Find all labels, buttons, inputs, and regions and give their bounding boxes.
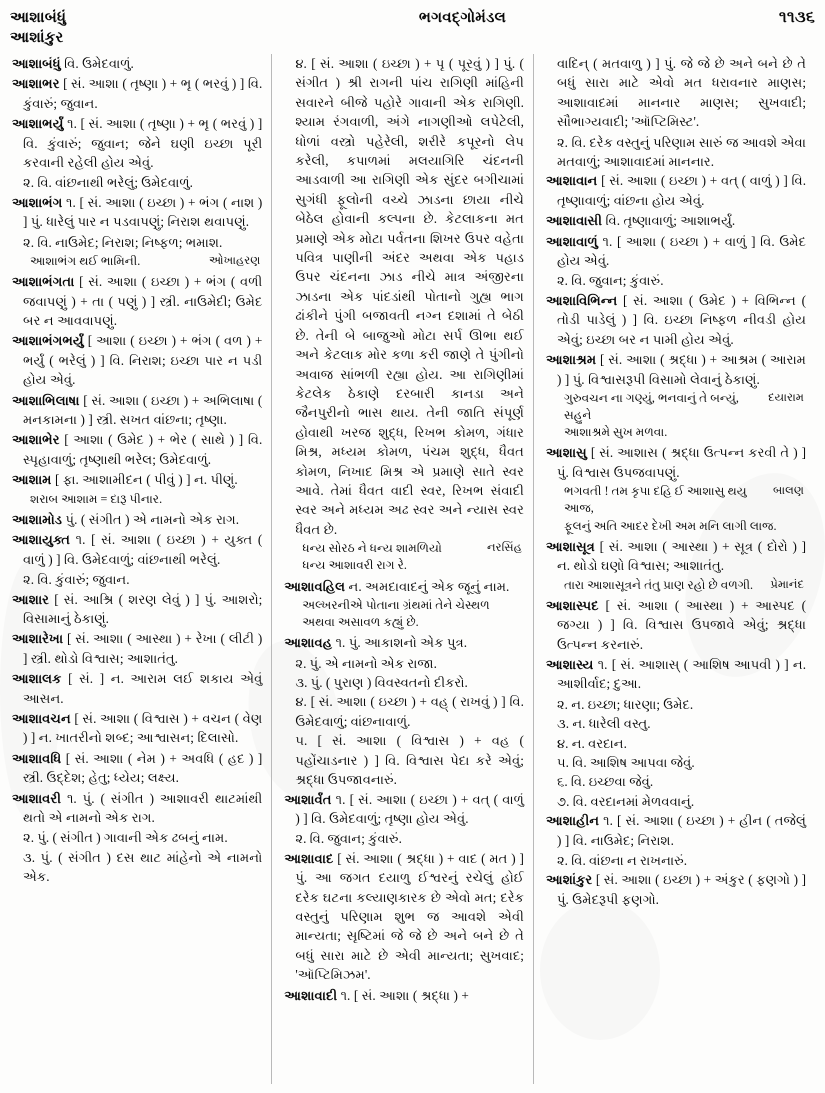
entry-headword: આશાવાદ <box>284 850 334 866</box>
entry-headword: આશાવચન <box>12 710 71 726</box>
entry-definition: ન. અમદાવાદનું એક જૂનું નામ. <box>345 578 510 594</box>
book-title: ભગવદ્ગોમંડલ <box>418 10 507 26</box>
entry-sense: ૨. વિ. વાંછનાથી ભરેલું; ઉમેદવાળું. <box>23 175 193 191</box>
entry-headword: આશાંકુર <box>545 872 593 888</box>
entry-definition: ૧. [ સં. આશા ( ઇચ્છા ) + હીન ( તજેલું ) ] વિ. નાઉમેદ; નિરાશ. <box>556 813 806 848</box>
entry-headword: આશાવહ <box>284 635 333 651</box>
entry-sense: ૨. વિ. નાઉમેદ; નિરાશ; નિષ્ફળ; ભમાશ. <box>23 234 223 250</box>
citation-attribution: નરસિંહ <box>487 541 522 555</box>
entry-definition: [ સં. ] ન. આરામ લઈ શકાય એવું આસન. <box>23 671 263 706</box>
entry-definition: પું. ( સંગીત ) એ નામનો એક રાગ. <box>62 511 240 527</box>
entry-definition: [ સં. આશા ( ઇચ્છા ) + ભંગ ( વળી જવાપણું ) + તા ( પણું ) ] સ્ત્રી. નાઉમેદી; ઉમેદ બર ન આવવાપણું. <box>23 274 263 329</box>
dictionary-entry <box>12 430 262 469</box>
entry-definition: ૧. પું. આકાશનો એક પુત્ર. <box>332 635 467 651</box>
entry-headword: આશાવિભિન્ન <box>545 292 618 308</box>
entry-sense: ૨. વિ. કુંવારું; જુવાન. <box>23 572 130 588</box>
citation-line: તારા આશાસૂત્રને તંતુ પ્રાણ રહો છે વળગી. <box>563 577 754 592</box>
entry-headword: આશાવાદી <box>284 987 338 1003</box>
column-container <box>10 54 815 1084</box>
dictionary-entry <box>12 749 262 788</box>
citation-line: શરાબ આશામ = દારૂ પીનાર. <box>30 491 163 506</box>
dictionary-entry <box>12 510 262 529</box>
dictionary-entry <box>12 669 262 708</box>
entry-sense: ૨. વિ. દરેક વસ્તુનું પરિણામ સારું જ આવશે એવા મતવાળું; આશાવાદમાં માનનાર. <box>556 134 806 170</box>
entry-headword: આશાશ્રમ <box>545 352 597 368</box>
entry-headword: આશાવરી <box>12 790 61 806</box>
entry-headword: આશાસ્ય <box>545 656 594 672</box>
dictionary-entry <box>12 54 262 73</box>
entry-headword: આશાહીન <box>545 813 600 829</box>
dictionary-entry <box>284 986 524 1005</box>
entry-headword: આશાભિલાષા <box>12 392 80 408</box>
column-2 <box>271 54 533 1084</box>
entry-definition: ૧. [ સં. આશા ( તૃષ્ણા ) + ભૃ ( ભરવું ) ] વિ. કુંવારું; જુવાન; જેને ઘણી ઇચ્છા પૂરી કરવાની રહેલી હોય એવું. <box>23 116 263 171</box>
entry-definition: [ સં. આશા ( નેમ ) + અવધિ ( હદ ) ] સ્ત્રી. ઉદ્દેશ; હેતુ; ધ્યેય; લક્ષ્ય. <box>23 750 263 786</box>
entry-definition: [ સં. આશા ( ઇચ્છા ) + અભિલાષા ( મનકામના ) ] સ્ત્રી. સખત વાંછના; તૃષ્ણા. <box>23 392 263 428</box>
dictionary-entry <box>12 709 262 748</box>
dictionary-entry <box>546 596 806 654</box>
entry-headword: આશામોડ <box>12 511 63 527</box>
entry-headword: આશાવાન <box>545 173 598 189</box>
entry-headword: આશાર્વંત <box>284 791 332 807</box>
citation-quote <box>284 597 524 631</box>
dictionary-entry <box>546 232 806 271</box>
entry-definition: [ આશા ( ઇચ્છા ) + ભંગ ( વળ ) + ભર્યું ( ભરેલું ) ] વિ. નિરાશ; ઇચ્છા પાર ન પડી હોય એવું. <box>23 333 263 388</box>
dictionary-entry <box>12 470 262 489</box>
dictionary-entry <box>12 530 262 569</box>
entry-sense: ૩. ન. ધારેલી વસ્તુ. <box>556 716 651 732</box>
dictionary-entry <box>546 350 806 389</box>
entry-headword: આશાર <box>12 591 49 607</box>
entry-definition: [ સં. આશા ( શ્રદ્ધા ) + વાદ ( મત ) ] પું. આ જગત દયાળુ ઈશ્વરનું રચેલું હોઈ દરેક ઘટના કલ્યાણકારક છે એવો મત; દરેક વસ્તુનું પરિણામ શુભ જ આવશે એવી માન્યતા; સૃષ્ટિમાં જે જે છે અને બને છે તે બધું સારા માટે છે એવી માન્યતા; સુખવાદ; 'ઑપ્ટિમિઝમ'. <box>295 850 524 983</box>
citation-quote <box>284 540 524 574</box>
entry-sense: ૭. વિ. વરદાનમાં મેળવવાનું. <box>556 793 695 809</box>
entry-sense: ૨. વિ. જુવાન; કુંવારું. <box>295 831 402 847</box>
entry-sense: ૨. વિ. વાંછના ન રાખનારું. <box>556 853 688 869</box>
running-head-left <box>10 8 160 49</box>
entry-headword: આશાવહિલ <box>284 578 346 594</box>
dictionary-entry <box>284 849 524 985</box>
citation-line: આશાશ્રમે સુખ મળવા. <box>563 425 668 440</box>
citation-line: અલ્ખરનીએ પોતાના ગ્રંથમાં તેને ચેસ્થળ અથવા અસાવળ કહ્યું છે. <box>302 597 490 630</box>
dictionary-entry <box>12 272 262 330</box>
entry-definition: [ સં. આશા ( ઇચ્છા ) + અંકુર ( ફણગો ) ] પું. ઉમેદરૂપી ફણગો. <box>556 872 806 907</box>
entry-headword: આશાભંગભર્યું <box>12 333 84 349</box>
dictionary-entry <box>12 789 262 828</box>
page-number: ૧૧૩૬ <box>778 9 815 26</box>
entry-definition: ૧. [ સં. આશાસ્ ( આશિષ આપવી ) ] ન. આશીર્વાદ; દુઆ. <box>556 656 806 692</box>
entry-sense: ૨. પું. એ નામનો એક રાજા. <box>295 655 437 671</box>
dictionary-entry <box>12 74 262 113</box>
dictionary-entry <box>12 331 262 389</box>
dictionary-entry <box>546 211 806 230</box>
citation-line: ફૂલનું અતિ આદર દેખી અમ મનિ લાગી લાજ. <box>563 518 777 533</box>
entry-definition: [ ફા. આશામીદન ( પીવું ) ] ન. પીણું. <box>51 472 238 488</box>
entry-headword: આશાયુક્ત <box>12 532 71 548</box>
dictionary-entry <box>12 629 262 668</box>
dictionary-entry <box>12 193 262 232</box>
entry-sense: ૬. વિ. ઇચ્છવા જેવું. <box>556 774 654 790</box>
entry-headword: આશામ <box>12 472 52 488</box>
dictionary-entry <box>284 633 524 652</box>
entry-definition: ૧. [ સં. આશા ( ઇચ્છા ) + વત્ ( વાળું ) ] વિ. ઉમેદવાળું; તૃષ્ણા હોય એવું. <box>295 791 524 826</box>
entry-definition: વિ. ઉમેદવાળું. <box>60 56 134 71</box>
entry-definition: [ સં. આશા ( ઉમેદ ) + વિભિન્ન ( તોડી પાડેલું ) ] વિ. ઇચ્છા નિષ્ફળ નીવડી હોય એવું; ઇચ્છા બર ન પામી હોય એવું. <box>556 292 806 347</box>
citation-quote <box>12 491 262 508</box>
running-head-first-entry: આશાબંધું <box>10 10 67 26</box>
dictionary-entry <box>12 391 262 430</box>
entry-headword: આશાલક <box>12 671 62 687</box>
dictionary-entry <box>12 114 262 172</box>
entry-headword: આશાવધિ <box>12 750 62 766</box>
entry-headword: આશાબંધું <box>12 56 61 71</box>
entry-sense: ૫. વિ. આશિષ આપવા જેવું. <box>556 754 695 770</box>
citation-quote <box>546 390 806 442</box>
entry-headword: આશાભર્યું <box>12 116 64 132</box>
entry-sense: ૪. [ સં. આશા ( ઇચ્છા ) + વહ્ ( રાખવું ) ] વિ. ઉમેદવાળું; વાંછનાવાળું. <box>295 694 524 729</box>
entry-definition: [ સં. આશા ( આસ્થા ) + રેખા ( લીટી ) ] સ્ત્રી. થોડો વિશ્વાસ; આશાતંતુ. <box>23 631 263 666</box>
citation-line: ધન્ય આશાવરી રાગ રે. <box>302 558 407 573</box>
entry-headword: આશાસ્પદ <box>545 597 599 613</box>
entry-headword: આશાવાળું <box>545 233 598 249</box>
entry-definition: ૧. [ સં. આશા ( ઇચ્છા ) + યુક્ત ( વાળું ) ] વિ. ઉમેદવાળું; વાંછનાથી ભરેલું. <box>23 532 263 567</box>
citation-quote <box>12 253 262 270</box>
dictionary-entry <box>546 870 806 909</box>
entry-headword: આશાભેર <box>12 432 60 448</box>
dictionary-entry <box>284 577 524 596</box>
column-1 <box>10 54 271 1084</box>
dictionary-entry <box>12 590 262 629</box>
entry-definition: ૧. [ સં. આશા ( શ્રદ્ધા ) + <box>337 987 469 1003</box>
dictionary-entry <box>284 790 524 829</box>
dictionary-entry <box>546 171 806 210</box>
entry-definition: [ સં. આશા ( આસ્થા ) + સૂત્ર ( દોરો ) ] ન. થોડો ઘણો વિશ્વાસ; આશાતંતુ. <box>556 538 806 574</box>
dictionary-entry <box>546 537 806 576</box>
citation-line: ગુરુવચન ના ગણ્યું, ભનવાનું તે બન્યું, સહુને <box>563 390 739 423</box>
citation-line: ભગવતી ! તમ કૃપા દહિ ઈ આશાસુ થયુ આજ, <box>563 484 747 516</box>
entry-headword: આશાભંગતા <box>12 274 75 290</box>
entry-definition: ૧. [ આશા ( ઇચ્છા ) + વાળું ] વિ. ઉમેદ હોય એવું. <box>556 233 806 269</box>
running-head <box>10 8 815 52</box>
entry-definition: [ સં. આશા ( શ્રદ્ધા ) + આશ્રમ ( આરામ ) ] પું. વિશ્વાસરૂપી વિસામો લેવાનું ઠેકાણું. <box>556 352 806 387</box>
citation-attribution: ઓખાહરણ <box>208 254 261 268</box>
entry-sense: ૩. પું. ( સંગીત ) દસ થાટ માંહેનો એ નામનો એક. <box>23 849 263 885</box>
citation-attribution: પ્રેમાનંદ <box>770 577 804 591</box>
entry-headword: આશાભંગ <box>12 194 63 210</box>
entry-sense: ૨. વિ. જુવાન; કુંવારું. <box>556 273 664 289</box>
entry-headword: આશાસૂત્ર <box>545 538 595 554</box>
dictionary-entry <box>546 655 806 694</box>
citation-quote <box>546 577 806 594</box>
entry-sense: ૨. ન. ઇચ્છા; ધારણા; ઉમેદ. <box>556 696 694 712</box>
entry-sense: ૪. ન. વરદાન. <box>556 735 627 751</box>
entry-definition: [ આશા ( ઉમેદ ) + ભેર ( સાથે ) ] વિ. સ્પૃહાવાળું; તૃષ્ણાથી ભરેલ; ઉમેદવાળું. <box>23 432 263 467</box>
entry-definition: [ સં. આશા ( આસ્થા ) + આસ્પદ ( જગ્યા ) ] વિ. વિશ્વાસ ઉપજાવે એવું; શ્રદ્ધા ઉત્પન્ન કરનારું. <box>556 597 806 652</box>
column-3 <box>533 54 815 1084</box>
entry-sense: ૫. [ સં. આશા ( વિશ્વાસ ) + વહ ( પહોંચાડનાર ) ] વિ. વિશ્વાસ પેદા કરે એવું; શ્રદ્ધા ઉપજાવનારું. <box>295 733 524 788</box>
entry-continuation: ૪. [ સં. આશા ( ઇચ્છા ) + પૃ ( પૂરવું ) ] પું. ( સંગીત ) શ્રી રાગની પાંચ રાગિણી માંહિની સવારને બીજે પહોરે ગાવાની એક રાગિણી. શ્યામ રંગવાળી, અંગે નાગણીઓ લપેટેલી, ધોળાં વસ્ત્રો પહેરેલી, શરીરે કપૂરનો લેપ કરેલી, કપાળમાં મલયાગિરિ ચંદનની આડવાળી આ રાગિણી એક સુંદર બગીચામાં સુગંધી ફૂલોની વચ્ચે ઝાડના છાયા નીચે બેઠેલ હોવાની કલ્પના છે. કેટલાકના મત પ્રમાણે એક મોટા પર્વતના શિખર ઉપર વહેતા પવિત્ર પાણીની અંદર અથવા એક પહાડ ઉપર ચંદનના ઝાડ નીચે માત્ર અંજીરના ઝાડના એક પાંદડાંથી પોતાનો ગુહ્ય ભાગ ઢાંકીને પુંગી બજાવતી નગ્ન દશામાં તે બેઠી છે. તેની બે બાજુઓ મોટા સર્પ ઊભા થઈ અને કેટલાક મોર કળા કરી જાણે તે પુંગીનો અવાજ સાંભળી રહ્યા હોય. આ રાગિણીમાં કેટલેક ઠેકાણે દરબારી કાનડા અને જૈનપુરીનો ભાસ થાય. તેની જાતિ સંપૂર્ણ હોવાથી ખરજ શુદ્ધ, રિખભ કોમળ, ગંધાર મિશ્ર, મધ્યમ કોમળ, પંચમ શુદ્ધ, ધૈવત કોમળ, નિખાદ મિશ્ર એ પ્રમાણે સાતે સ્વર આવે. તેમાં ધૈવત વાદી સ્વર, રિખભ સંવાદી સ્વર અને મધ્યમ અઢ સ્વર અને ન્યાસ સ્વર ધૈવત છે. <box>295 56 524 537</box>
entry-definition: ૧. પું. ( સંગીત ) આશાવરી થાટમાંથી થતો એ નામનો એક રાગ. <box>23 790 263 825</box>
entry-headword: આશાભર <box>12 76 60 92</box>
entry-definition: વિ. તૃષ્ણાવાળું; આશાભર્યું. <box>602 213 736 229</box>
entry-definition: [ સં. આશા ( તૃષ્ણા ) + ભૃ ( ભરવું ) ] વિ. કુંવારું; જુવાન. <box>23 76 263 111</box>
dictionary-entry <box>546 443 806 482</box>
entry-sense: ૨. પું. ( સંગીત ) ગાવાની એક ઢબનું નામ. <box>23 830 228 846</box>
entry-headword: આશારેખા <box>12 631 64 647</box>
citation-attribution: દયારામ <box>768 390 804 404</box>
entry-headword: આશાવાસી <box>545 213 603 229</box>
entry-definition: ૧. [ સં. આશા ( ઇચ્છા ) + ભંગ ( નાશ ) ] પું. ધારેલું પાર ન પડવાપણું; નિરાશ થવાપણું. <box>23 194 263 230</box>
dictionary-entry <box>546 811 806 850</box>
entry-definition: [ સં. આશાસ ( શ્રદ્ધા ઉત્પન્ન કરવી તે ) ] પું. વિશ્વાસ ઉપજવાપણું. <box>556 445 806 480</box>
entry-definition: [ સં. આશ્રિ ( શરણ લેવું ) ] પું. આશરો; વિસામાનું ઠેકાણું. <box>23 591 263 626</box>
entry-sense: ૩. પું. ( પુરાણ ) વિવસ્વતનો દીકરો. <box>295 675 468 691</box>
entry-definition: [ સં. આશા ( વિશ્વાસ ) + વચન ( વેણ ) ] ન. ખાતરીનો શબ્દ; આશ્વાસન; દિલાસો. <box>23 710 263 746</box>
citation-line: ધન્ય સોરઠ ને ધન્ય શામળિયો <box>302 541 442 556</box>
running-head-last-entry: આશાંકુર <box>10 30 64 47</box>
citation-quote <box>546 483 806 535</box>
entry-definition: [ સં. આશા ( ઇચ્છા ) + વત્ ( વાળું ) ] વિ. તૃષ્ણાવાળું; વાંછના હોય એવું. <box>556 173 806 208</box>
citation-attribution: બાલણ <box>772 484 804 498</box>
entry-headword: આશાસુ <box>545 445 587 461</box>
entry-continuation: વાદિન્ ( મતવાળુ ) ] પું. જે જે છે અને બને છે તે બધું સારા માટે એવો મત ધરાવનાર માણસ; આશાવાદમાં માનનાર માણસ; સુખવાદી; સૌભાગ્યવાદી; 'ઑપ્ટિમિસ્ટ'. <box>556 56 806 130</box>
citation-line: આશાભંગ થઈ ભામિની. <box>30 254 141 269</box>
dictionary-entry <box>546 291 806 349</box>
